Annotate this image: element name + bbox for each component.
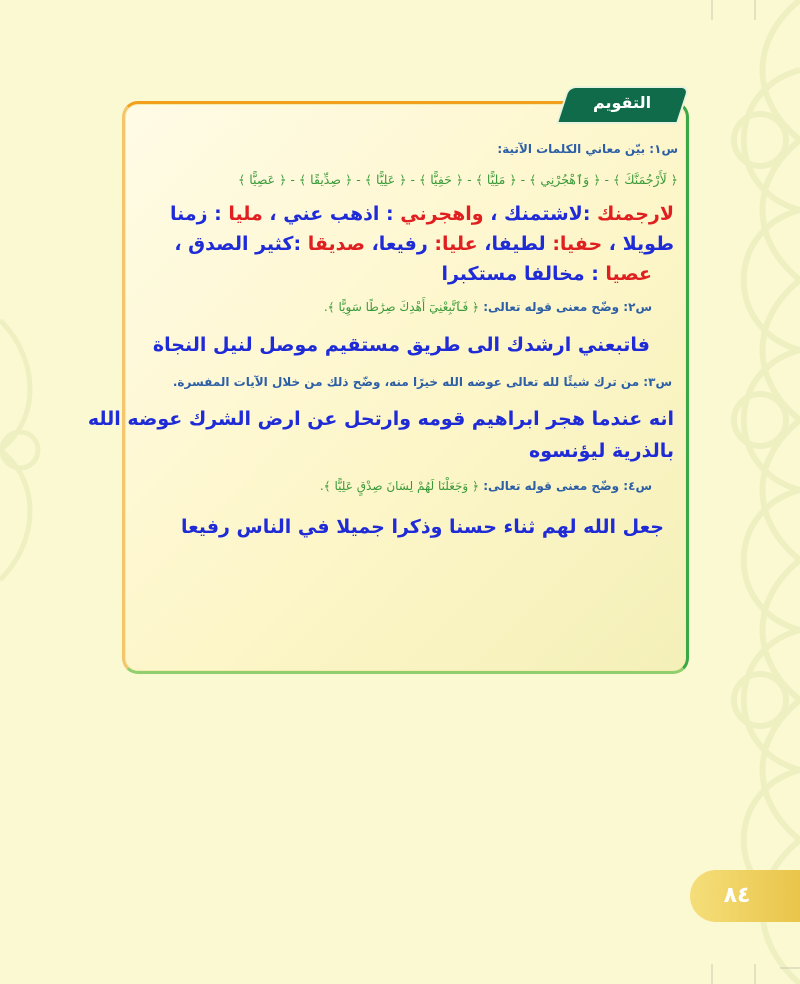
meaning-aliyya: رفيعا، xyxy=(364,233,435,255)
question-4-prompt xyxy=(320,479,652,493)
answer-1-line-3 xyxy=(441,263,652,285)
question-4-text: س٤: وضّح معنى قوله تعالى: xyxy=(479,479,652,493)
word-maliyya: مليا xyxy=(228,203,263,225)
word-lerjumannak: لارجمنك xyxy=(597,203,674,225)
question-1-words: ﴿ لَأَرْجُمَنَّكَ ﴾ - ﴿ وَٱهْجُرْنِي ﴾ - ﴿ مَلِيًّا ﴾ - ﴿ حَفِيًّا ﴾ - ﴿ عَلِيًّا ﴾ - ﴿ صِدِّيقًا ﴾ - ﴿ عَصِيًّا ﴾ xyxy=(237,172,678,187)
page-number: ٨٤ xyxy=(723,883,751,908)
meaning-lerjumannak: :لاشتمنك ، xyxy=(483,203,598,225)
answer-4: جعل الله لهم ثناء حسنا وذكرا جميلا في الناس رفيعا xyxy=(180,516,664,538)
word-siddiqa: صديقا xyxy=(307,233,365,255)
word-hafiyya: حفيا: xyxy=(552,233,603,255)
question-4-verse: ﴿ وَجَعَلْنَا لَهُمْ لِسَانَ صِدْقٍ عَلِيًّا ﴾. xyxy=(319,479,480,493)
word-wahjurni: واهجرني xyxy=(400,203,484,225)
meaning-maliyya-cont: طويلا ، xyxy=(602,233,674,255)
answer-1-line-1 xyxy=(170,203,674,225)
meaning-maliyya: : زمنا xyxy=(169,203,229,225)
ornamental-pattern-left xyxy=(0,300,60,600)
question-2-text: س٢: وضّح معنى قوله تعالى: xyxy=(479,300,652,314)
meaning-siddiqa: :كثير الصدق ، xyxy=(174,233,308,255)
meaning-hafiyya: لطيفا، xyxy=(477,233,553,255)
meaning-asiyya: : مخالفا مستكبرا xyxy=(441,263,606,285)
meaning-wahjurni: : اذهب عني ، xyxy=(262,203,401,225)
question-3-prompt: س٣: من ترك شيئًا لله تعالى عوضه الله خيرًا منه، وضّح ذلك من خلال الآيات المفسرة. xyxy=(172,375,672,389)
question-1-prompt: س١: بيّن معاني الكلمات الآتية: xyxy=(497,142,678,156)
word-asiyya: عصيا xyxy=(605,263,652,285)
answer-2: فاتبعني ارشدك الى طريق مستقيم موصل لنيل النجاة xyxy=(152,334,650,356)
answer-1-line-2 xyxy=(174,233,674,255)
question-2-prompt xyxy=(324,300,652,314)
section-title: التقويم xyxy=(592,93,652,112)
answer-3-line-1: انه عندما هجر ابراهيم قومه وارتحل عن ارض الشرك عوضه الله xyxy=(87,408,674,430)
answer-3-line-2: بالذرية ليؤنسوه xyxy=(529,440,674,462)
word-aliyya: عليا: xyxy=(434,233,478,255)
question-2-verse: ﴿ فَٱتَّبِعْنِيٓ أَهْدِكَ صِرَٰطًا سَوِيًّا ﴾. xyxy=(323,300,480,314)
